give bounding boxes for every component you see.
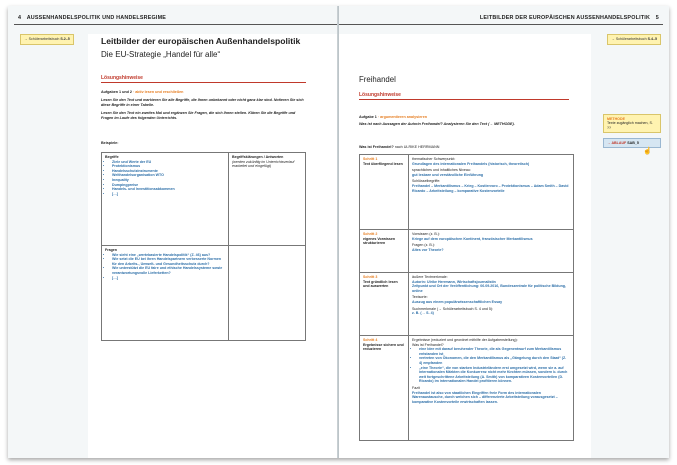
step-number: Schritt 3 — [363, 275, 378, 279]
arrow-icon: → — [24, 37, 28, 41]
list-item: • vertreten von Ökonomen, die den Merkantilismus als „Gängelung durch den Staat“ (Z. 4) empfanden — [419, 356, 570, 365]
list-item: • […] — [112, 192, 225, 197]
tag-ref: S.2–5 — [60, 37, 70, 41]
answers-header: Begriffsklärungen / Antworten — [232, 155, 284, 159]
step-name: eigenes Vorwissen strukturieren — [363, 236, 396, 246]
step-number: Schritt 1 — [363, 157, 378, 161]
step-line: sprachliches und inhaltliches Niveau: — [412, 168, 471, 173]
right-running-title: LEITBILDER DER EUROPÄISCHEN AUSSENHANDELSPOLITIK — [479, 15, 651, 21]
step-content-cell — [409, 155, 574, 230]
right-task-label-line — [359, 115, 569, 120]
step-line: Was ist Freihandel? — [412, 342, 444, 347]
steps-table — [359, 154, 574, 441]
ablauf-code: SAB_5 — [627, 141, 639, 145]
terms-header: Begriffe — [105, 155, 119, 159]
list-item: • eine Idee mit darauf beruhender Theorie, die als Gegenentwurf zum Merkantilismus entstanden ist — [419, 347, 570, 356]
list-item: • […] — [112, 276, 225, 281]
step-line: Schlüsselbegriffe: — [412, 179, 441, 184]
table-row — [360, 273, 574, 336]
methode-label: METHODE — [607, 117, 625, 121]
list-item: • Handelsschutzinstrumente — [112, 169, 225, 174]
tag-label: Schülerarbeitsbuch — [615, 37, 647, 41]
table-row — [102, 246, 306, 341]
step-line: äußere Textmerkmale: — [412, 275, 448, 279]
list-item: • Wie unterstützt die EU faire und ethische Handelssysteme sowie verantwortungsvolle Lieferketten? — [112, 266, 225, 275]
step-line: Vorwissen (z. B.): — [412, 232, 440, 236]
step-label-cell — [360, 155, 409, 230]
step-name: Text gründlich lesen und auswerten — [363, 279, 398, 289]
ablauf-label: → ABLAUF — [607, 141, 627, 145]
step-content-cell — [409, 273, 574, 336]
step-label-cell — [360, 230, 409, 273]
list-item: • Ziele und Werte der EU — [112, 160, 225, 165]
answers-cell — [229, 153, 306, 246]
step-name: Text überfliegend lesen — [363, 161, 403, 166]
right-section-heading: Lösungshinweise — [359, 92, 401, 98]
step-line: thematischer Schwerpunkt: — [412, 157, 456, 161]
step-line: Kriege auf dem europäischen Kontinent, französischer Merkantilismus — [412, 236, 533, 241]
step-line: Auszug aus einem populärwissenschaftlichen Essay — [412, 299, 503, 304]
right-section-rule — [359, 99, 569, 100]
left-page-subtitle: Die EU-Strategie „Handel für alle“ — [101, 50, 221, 59]
left-header-rule — [14, 24, 338, 25]
right-page — [339, 6, 669, 458]
right-header-rule — [339, 24, 663, 25]
list-item: • „eine Theorie“, die von starken Industrieländern erst umgesetzt wird, wenn sie a. auf internationalen Märkten die Konkurrenz nicht mehr fürchten müssen, sondern b. durch weit fortgeschrittene Arbeitsteilung (A. Smith) von komparativen Kostenvorteilen (D. Ricardo) im internationalen Handel profitieren können. — [419, 366, 570, 384]
terms-list — [105, 160, 225, 197]
step-line: Grundlagen des internationalen Freihandels (historisch, theoretisch) — [412, 161, 530, 166]
list-item: • Wie setzt die EU bei ihren Handelspartnern verbesserte Normen für den Arbeits-, Umwelt- und Gesundheitsschutz durch? — [112, 257, 225, 266]
fazit-label: Fazit — [412, 385, 420, 390]
right-task-label: Aufgabe 1 — [359, 115, 377, 119]
table-row — [360, 230, 574, 273]
book-spread — [8, 6, 669, 458]
left-page — [8, 6, 338, 458]
left-workbook-tag[interactable] — [20, 34, 74, 45]
questions-header: Fragen — [105, 248, 117, 252]
example-label: Beispiele: — [101, 141, 119, 145]
left-page-number: 4 — [18, 15, 22, 21]
right-page-title: Freihandel — [359, 75, 396, 84]
step-line: Altes vor Theorie? — [412, 247, 444, 252]
step-line: Zeitpunkt und Ort der Veröffentlichung: 06.09.2016, Bundeszentrale für politische Bildung, online — [412, 284, 566, 293]
empty-answer-cell — [229, 246, 306, 341]
left-task-text-2: Lesen Sie den Text ein zweites Mal und ergänzen Sie Fragen, die sich Ihnen stellen. Klären Sie die Begriffe und Fragen im Laufe des folgenden Unterrichts. — [101, 111, 296, 120]
terms-table — [101, 152, 306, 341]
questions-list — [105, 253, 225, 281]
left-task-label-line — [101, 90, 306, 95]
list-item: • Welthandelsorganisation WTO — [112, 173, 225, 178]
step-line: Suchmerkmale (→ Schülerarbeitsbuch S. 4 und 5): — [412, 306, 494, 311]
step-number: Schritt 2 — [363, 232, 378, 236]
left-running-head — [14, 15, 166, 21]
ablauf-link[interactable] — [603, 138, 661, 148]
table-row — [360, 336, 574, 441]
questions-cell — [102, 246, 229, 341]
step-name: Ergebnisse sichern und reduzieren — [363, 342, 404, 352]
right-running-head — [480, 15, 663, 21]
list-item: • Wie sieht eine „wertebasierte Handelspolitik“ (Z. 46) aus? — [112, 253, 225, 258]
table-row — [102, 153, 306, 246]
right-workbook-tag[interactable] — [607, 34, 661, 45]
left-task-text-1: Lesen Sie den Text und markieren Sie alle Begriffe, die Ihnen unbekannt oder nicht ganz klar sind. Notieren Sie sich diese Begriffe in einer Tabelle. — [101, 98, 304, 107]
right-task-text: Was ist nach Aussagen der Autorin Freihandel? Analysieren Sie den Text (→ METHODE). — [359, 122, 515, 126]
step-line: Autorin: Ulrike Herrmann, Wirtschaftsjournalistin — [412, 279, 496, 284]
step-line: Ergebnisse (reduziert und geordnet mithilfe der Aufgabenstellung): — [412, 338, 518, 342]
list-item: • Inequality — [112, 178, 225, 183]
left-task-suffix: · aktiv lesen und erschließen — [132, 90, 184, 94]
step-number: Schritt 4 — [363, 338, 378, 342]
left-running-title: AUSSENHANDELSPOLITIK UND HANDELSREGIME — [26, 15, 167, 21]
step-content-cell — [409, 230, 574, 273]
list-item: • Handels- und Investitionsabkommen — [112, 187, 225, 192]
step-line: Freihandel – Merkantilismus – Krieg – Kostlervoro – Protektionismus – Adam Smith – David Ricardo – Arbeitsteilung – komparative Kostenvorteile — [412, 183, 569, 193]
question-suffix: nach ULRIKE HERRMANN — [394, 145, 440, 149]
methode-box[interactable] — [603, 114, 661, 133]
question-line — [359, 145, 569, 150]
answers-note: (werden zukünftig im Unterrichtsverlauf erarbeitet und eingefügt) — [232, 159, 295, 169]
right-page-number: 5 — [655, 15, 659, 21]
left-section-rule — [101, 82, 306, 83]
step-line: Textsorte: — [412, 295, 428, 300]
fazit-text: Freihandel ist also von staatlichen Eingriffen freie Form des internationalen Warenaustausche, durch welchen sich – differenzierte Arbeitsteilung vorausgesetzt – komparative Kostenvorteile erwirtschaften lassen. — [412, 390, 558, 404]
step-label-cell — [360, 336, 409, 441]
right-task-suffix: · argumentieren analysieren — [377, 115, 428, 119]
step-content-cell — [409, 336, 574, 441]
arrow-icon: → — [611, 37, 615, 41]
step-line: gut lesbare und verständliche Einführung — [412, 172, 484, 177]
step-line: z. B. (→ S. 4) — [412, 311, 434, 316]
terms-cell — [102, 153, 229, 246]
question-label: Was ist Freihandel? — [359, 145, 394, 149]
list-item: • Protektionismus — [112, 164, 225, 169]
left-section-heading: Lösungshinweise — [101, 75, 143, 81]
list-item: • Dumpingpreise — [112, 183, 225, 188]
table-row — [360, 155, 574, 230]
tag-label: Schülerarbeitsbuch — [28, 37, 60, 41]
left-page-title: Leitbilder der europäischen Außenhandelspolitik — [101, 36, 301, 46]
left-task-label: Aufgaben 1 und 2 — [101, 90, 132, 94]
methode-text: Texte zugänglich machen, S. ?? — [607, 121, 653, 130]
step-line: Fragen (z. B.): — [412, 243, 435, 248]
results-list — [412, 347, 570, 384]
tag-ref: S.4–5 — [647, 37, 657, 41]
step-label-cell — [360, 273, 409, 336]
hand-cursor-icon: ☝ — [643, 148, 652, 155]
